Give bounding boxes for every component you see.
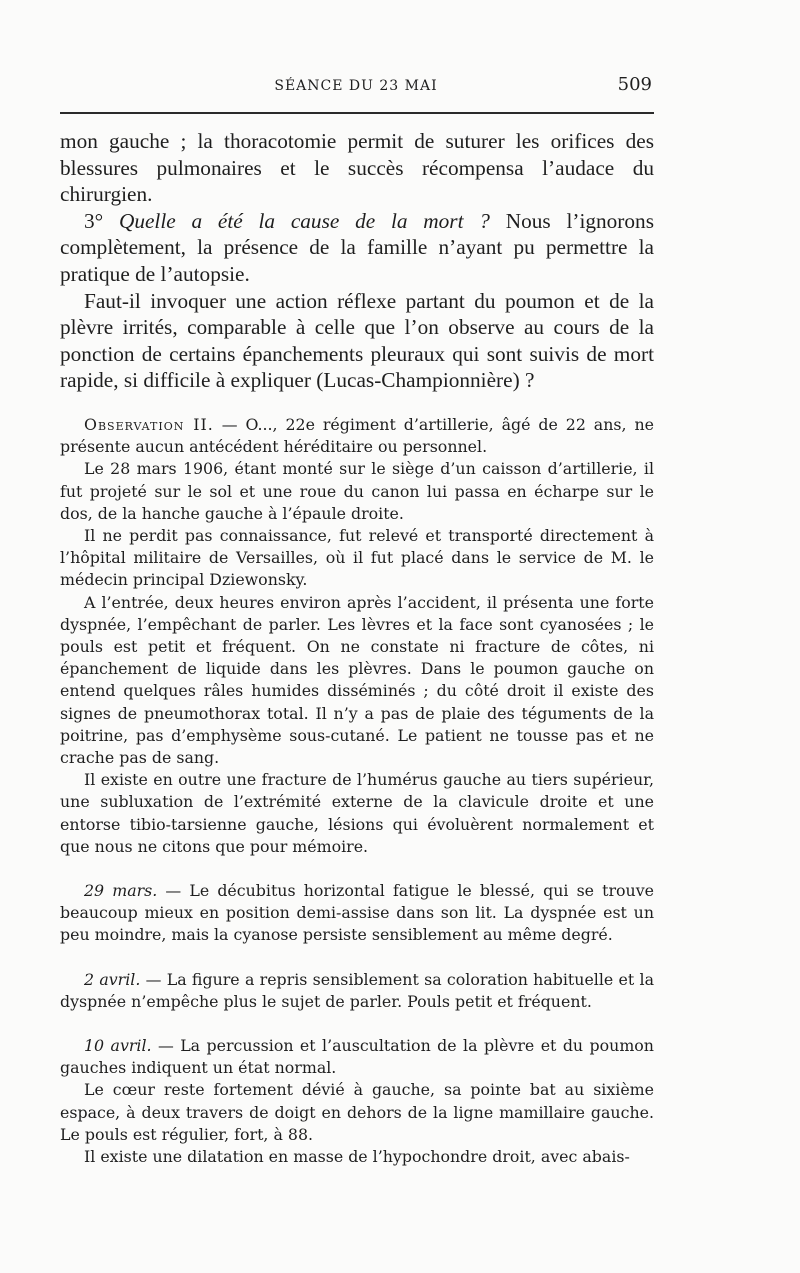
paragraph-text: Nous l’ignorons complètement, la présence de la famille n’ayant pu permettre la pratique de l’autopsie. (60, 208, 654, 286)
entry-text: — Le décubitus horizontal fatigue le blessé, qui se trouve beaucoup mieux en position demi-assise dans son lit. La dyspnée est un peu moindre, mais la cyanose persiste sensiblement au même degré. (60, 881, 655, 945)
list-number: 3° (84, 208, 119, 233)
page-number: 509 (617, 74, 652, 95)
observation-intro (60, 414, 654, 458)
paragraph: mon gauche ; la thoracotomie permit de suturer les orifices des blessures pulmonaires et le succès récompensa l’audace du chirurgien. (60, 129, 654, 207)
question-italic: Quelle a été la cause de la mort ? (118, 208, 490, 233)
running-title: SÉANCE DU 23 MAI (274, 78, 438, 94)
page-header (60, 74, 652, 98)
entry-text: — La percussion et l’auscultation de la plèvre et du poumon gauches indiquent un état normal. (60, 1036, 654, 1078)
paragraph: Il existe en outre une fracture de l’humérus gauche au tiers supérieur, une subluxation de l’extrémité externe de la clavicule droite et une entorse tibio-tarsienne gauche, lésions qui évoluèrent normalement et que nous ne citons que pour mémoire. (60, 770, 654, 856)
entry-date: 2 avril. (84, 969, 141, 989)
entry-date: 29 mars. (84, 881, 158, 900)
header-rule (60, 112, 654, 114)
observation-label: Observation II. (84, 414, 214, 434)
dated-entry (60, 880, 654, 947)
paragraph: Le 28 mars 1906, étant monté sur le siège d’un caisson d’artillerie, il fut projeté sur le sol et une roue du canon lui passa en écharpe sur le dos, de la hanche gauche à l’épaule droite. (60, 459, 654, 523)
dated-entry (60, 969, 654, 1013)
observation-section (60, 414, 654, 1168)
paragraph: Faut-il invoquer une action réflexe partant du poumon et de la plèvre irrités, comparable à celle que l’on observe au cours de la ponction de certains épanchements pleuraux qui sont suivis de mort rapide, si difficile à expliquer (Lucas-Championnière) ? (60, 288, 654, 393)
paragraph: Le cœur reste fortement dévié à gauche, sa pointe bat au sixième espace, à deux travers de doigt en dehors de la ligne mamillaire gauche. Le pouls est régulier, fort, à 88. (60, 1080, 654, 1144)
observation-intro-text: — O..., 22e régiment d’artillerie, âgé de 22 ans, ne présente aucun antécédent héréditaire ou personnel. (60, 414, 654, 457)
main-text (60, 128, 654, 394)
paragraph (60, 208, 654, 288)
paragraph: Il ne perdit pas connaissance, fut relevé et transporté directement à l’hôpital militaire de Versailles, où il fut placé dans le service de M. le médecin principal Dziewonsky. (60, 525, 654, 590)
entry-date: 10 avril. (84, 1036, 152, 1056)
paragraph: Il existe une dilatation en masse de l’hypochondre droit, avec abais- (84, 1147, 630, 1167)
paragraph: A l’entrée, deux heures environ après l’accident, il présenta une forte dyspnée, l’empêchant de parler. Les lèvres et la face sont cyanosées ; le pouls est petit et fréquent. On ne constate ni fracture de côtes, ni épanchement de liquide dans les plèvres. Dans le poumon gauche on entend quelques râles humides disséminés ; du côté droit il existe des signes de pneumothorax total. Il n’y a pas de plaie des téguments de la poitrine, pas d’emphysème sous-cutané. Le patient ne tousse pas et ne crache pas de sang. (60, 592, 654, 767)
dated-entry (60, 1035, 654, 1079)
entry-text: — La figure a repris sensiblement sa coloration habituelle et la dyspnée n’empêche plus le sujet de parler. Pouls petit et fréquent. (60, 969, 654, 1011)
body-text (60, 128, 654, 1168)
